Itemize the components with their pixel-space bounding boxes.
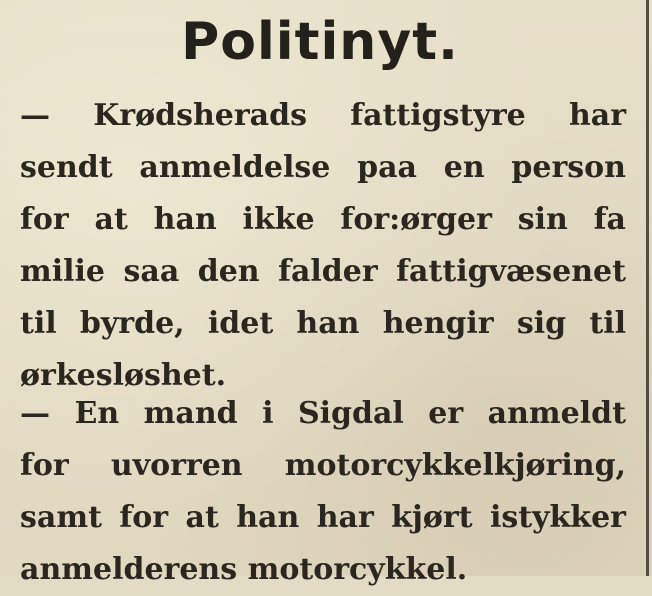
article-line: — Krødsherads fattigstyre har [20,98,626,133]
article-line: — En mand i Sigdal er anmeldt [20,396,626,431]
article-line: milie saa den falder fattigvæsenet [20,254,626,289]
article-line: for uvorren motorcykkelkjøring, [20,448,626,483]
article-sigdal [20,388,626,596]
article-line: for at han ikke for:ørger sin fa [20,202,626,237]
article-line: til byrde, idet han hengir sig til [20,306,626,341]
headline: Politinyt. [181,12,459,72]
article-line: samt for at han har kjørt istykker [20,500,626,535]
article-line: anmelderens motorcykkel. [20,552,468,587]
article-line: sendt anmeldelse paa en person [20,150,626,185]
article-line: ørkesløshet. [20,358,227,393]
column-rule [646,0,649,576]
article-krodsherad [20,90,626,402]
